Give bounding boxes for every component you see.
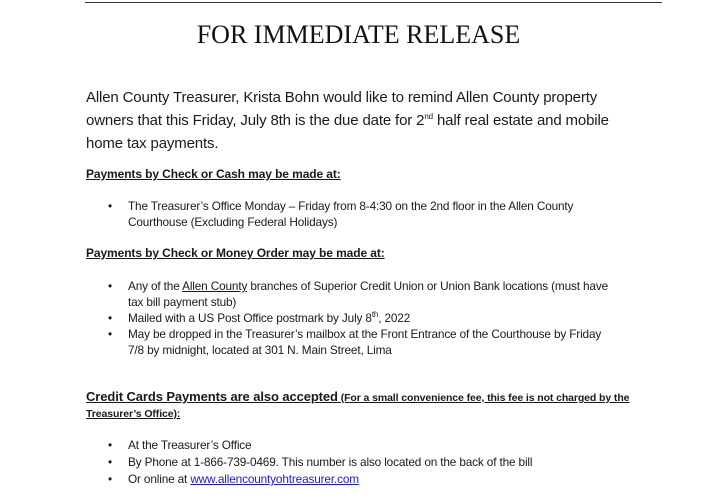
intro-line <box>86 109 609 132</box>
item-text: branches of Superior Credit Union or Union Bank locations (must have <box>247 279 608 293</box>
intro-paragraph <box>86 86 609 155</box>
intro-text: half real estate and mobile <box>432 112 609 129</box>
section-heading-check-cash: Payments by Check or Cash may be made at: <box>86 167 341 181</box>
page-title: FOR IMMEDIATE RELEASE <box>196 20 521 49</box>
heading-text: Credit Cards Payments are also accepted <box>86 389 338 404</box>
item-text: Any of the <box>128 279 183 293</box>
list-item: • By Phone at 1-866-739-0469. This number is also located on the back of the bill <box>108 454 532 471</box>
item-text: Courthouse (Excluding Federal Holidays) <box>128 215 338 229</box>
item-text: Mailed with a US Post Office postmark by July 8 <box>128 311 372 325</box>
allen-county-text: Allen County <box>182 279 248 293</box>
item-text: Or online at <box>128 472 191 486</box>
check-money-order-list <box>108 278 608 358</box>
intro-line: Allen County Treasurer, Krista Bohn would like to remind Allen County property <box>86 89 598 106</box>
list-item <box>108 310 608 326</box>
intro-text: owners that this Friday, July 8th is the due date for 2 <box>86 112 425 129</box>
list-item <box>108 471 532 488</box>
check-cash-list <box>108 198 573 230</box>
item-text: tax bill payment stub) <box>128 295 237 309</box>
list-item <box>108 278 608 310</box>
treasurer-website-link[interactable]: www.allencountyohtreasurer.com <box>190 472 359 486</box>
superscript: th <box>371 310 379 320</box>
list-item <box>108 198 573 230</box>
item-text: • May be dropped in the Treasurer’s mailbox at the Front Entrance of the Courthouse by Friday <box>128 327 602 341</box>
heading-note: (For a small convenience fee, this fee is not charged by the <box>337 392 630 404</box>
credit-card-list <box>108 437 532 488</box>
superscript: nd <box>424 112 433 121</box>
section-heading-note-line2: Treasurer’s Office): <box>86 408 181 420</box>
section-heading-credit-cards <box>86 389 629 404</box>
section-heading-check-money-order: Payments by Check or Money Order may be made at: <box>86 246 385 260</box>
list-item <box>108 326 608 358</box>
list-item: • At the Treasurer’s Office <box>108 437 532 454</box>
item-text: 7/8 by midnight, located at 301 N. Main Street, Lima <box>128 343 392 357</box>
item-text: , 2022 <box>378 311 411 325</box>
item-text: • The Treasurer’s Office Monday – Friday from 8-4:30 on the 2nd floor in the Allen County <box>128 199 574 213</box>
intro-line: home tax payments. <box>86 135 219 152</box>
top-rule <box>85 2 662 3</box>
